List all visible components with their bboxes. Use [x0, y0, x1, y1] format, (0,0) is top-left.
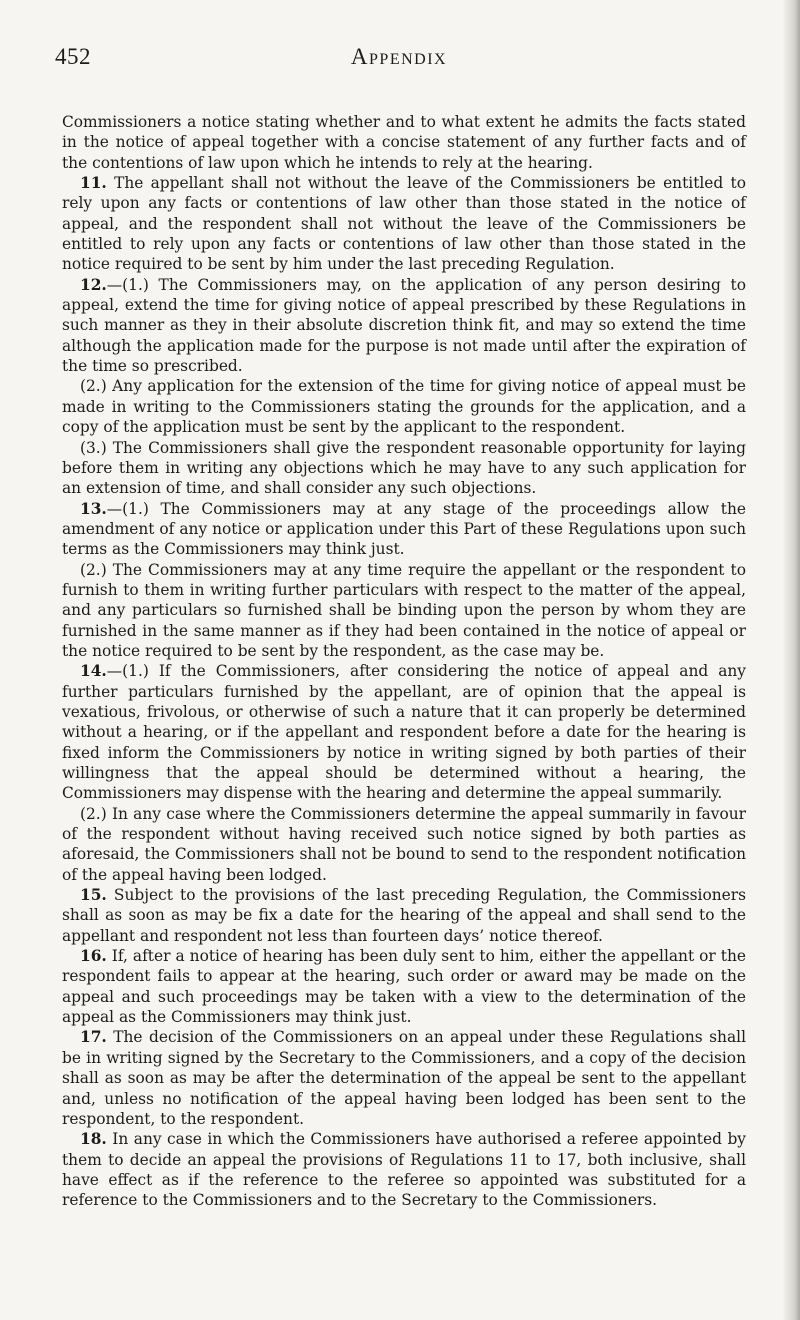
regulation-number: 13. — [80, 499, 107, 518]
page-header — [55, 44, 743, 84]
regulation-12: 12.—(1.) The Commissioners may, on the application of any person desiring to appeal, extend the time for giving notice of appeal prescribed by these Regulations in such manner as they in their absolute discretion think fit, and may so extend the time although the application made for the purpose is not made until after the expiration of the time so prescribed. — [62, 275, 746, 376]
regulation-12-3: (3.) The Commissioners shall give the respondent reasonable opportunity for laying before them in writing any objections which he may have to any such application for an extension of time, and shall consider any such objections. — [62, 438, 746, 498]
regulation-number: 18. — [80, 1130, 107, 1149]
regulation-17: 17. The decision of the Commissioners on an appeal under these Regulations shall be in writing signed by the Secretary to the Commissioners, and a copy of the decision shall as soon as may be after the determination of the appeal be sent to the appellant and, unless no notification of the appeal having been lodged has been sent to the respondent, to the respondent. — [62, 1028, 746, 1128]
regulation-11: 11. The appellant shall not without the leave of the Commissioners be entitled to rely upon any facts or contentions of law other than those stated in the notice of appeal, and the respondent shall not without the leave of the Commissioners be entitled to rely upon any facts or contentions of law other than those stated in the notice required to be sent by him under the last preceding Regulation. — [62, 174, 746, 274]
page-body — [62, 112, 746, 1211]
running-head: Appendix — [350, 44, 448, 69]
regulation-16: 16. If, after a notice of hearing has been duly sent to him, either the appellant or the respondent fails to appear at the hearing, such order or award may be made on the appeal and such proceedings may be taken with a view to the determination of the appeal as the Commissioners may think just. — [62, 947, 746, 1027]
regulation-14-2: (2.) In any case where the Commissioners determine the appeal summarily in favour of the respondent without having received such notice signed by both parties as aforesaid, the Commissioners shall not be bound to send to the respondent notification of the appeal having been lodged. — [62, 804, 746, 884]
regulation-12-2: (2.) Any application for the extension of the time for giving notice of appeal must be made in writing to the Commissioners stating the grounds for the application, and a copy of the application must be sent by the applicant to the respondent. — [62, 377, 746, 437]
regulation-13-2: (2.) The Commissioners may at any time require the appellant or the respondent to furnish to them in writing further particulars with respect to the matter of the appeal, and any particulars so furnished shall be binding upon the person by whom they are furnished in the same manner as if they had been contained in the notice of appeal or the notice required to be sent by the respondent, as the case may be. — [62, 560, 746, 660]
regulation-18: 18. In any case in which the Commissioners have authorised a referee appointed by them to decide an appeal the provisions of Regulations 11 to 17, both inclusive, shall have effect as if the reference to the referee so appointed was substituted for a reference to the Commissioners and to the Secretary to the Commissioners. — [62, 1130, 746, 1210]
paragraph-continuation: Commissioners a notice stating whether and to what extent he admits the facts stated in the notice of appeal together with a concise statement of any further facts and of the contentions of law upon which he intends to rely at the hearing. — [62, 113, 746, 172]
regulation-15: 15. Subject to the provisions of the last preceding Regulation, the Commissioners shall as soon as may be fix a date for the hearing of the appeal and shall send to the appellant and respondent not less than fourteen days’ notice thereof. — [62, 886, 746, 945]
regulation-number: 14. — [80, 662, 107, 681]
regulation-13: 13.—(1.) The Commissioners may at any stage of the proceedings allow the amendment of any notice or application under this Part of these Regulations upon such terms as the Commissioners may think just. — [62, 499, 746, 559]
regulation-number: 17. — [80, 1028, 107, 1047]
page-number: 452 — [55, 44, 91, 69]
regulation-number: 11. — [80, 174, 107, 193]
regulation-number: 12. — [80, 275, 107, 294]
regulation-number: 16. — [80, 947, 107, 966]
regulation-14: 14.—(1.) If the Commissioners, after considering the notice of appeal and any further particulars furnished by the appellant, are of opinion that the appeal is vexatious, frivolous, or otherwise of such a nature that it can properly be determined without a hearing, or if the appellant and respondent before a date for the hearing is fixed inform the Commissioners by notice in writing signed by both parties of their willingness that the appeal should be determined without a hearing, the Commissioners may dispense with the hearing and determine the appeal summarily. — [62, 662, 746, 803]
regulation-number: 15. — [80, 886, 107, 905]
page-edge-shadow — [782, 0, 800, 1320]
